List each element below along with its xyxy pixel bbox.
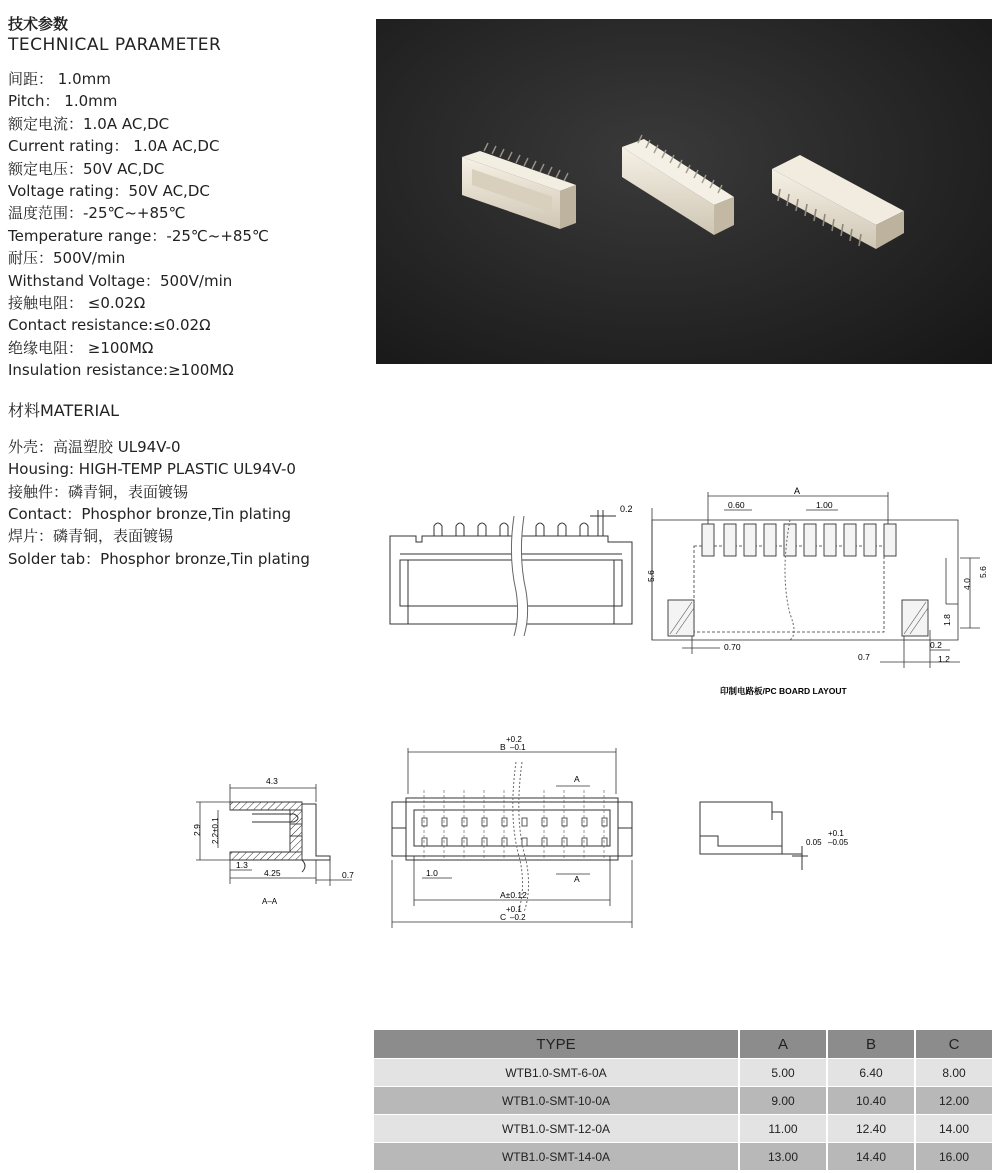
header-c: C xyxy=(915,1030,992,1059)
cell-b: 6.40 xyxy=(827,1059,915,1087)
pcb-caption: 印制电路板/PC BOARD LAYOUT xyxy=(720,686,847,696)
section-dim-13: 1.3 xyxy=(236,860,248,870)
cell-a: 11.00 xyxy=(739,1115,827,1143)
front-dim-c-tol-bot: –0.2 xyxy=(510,913,526,922)
section-dim-top: 4.3 xyxy=(266,776,278,786)
connector-illustration xyxy=(376,19,992,364)
material-line: 外壳：高温塑胶 UL94V-0 xyxy=(8,437,181,456)
cell-type: WTB1.0-SMT-12-0A xyxy=(374,1115,739,1143)
spec-line: 绝缘电阻： ≥100MΩ xyxy=(8,338,154,357)
pcb-dim-060: 0.60 xyxy=(728,500,745,510)
section-dim-425: 4.25 xyxy=(264,868,281,878)
pcb-dim-12: 1.2 xyxy=(938,654,950,664)
spec-line: 耐压：500V/min xyxy=(8,249,126,268)
cell-b: 12.40 xyxy=(827,1115,915,1143)
pcb-dim-pad: 1.8 xyxy=(942,614,952,626)
table-row xyxy=(374,1143,992,1171)
pcb-layout-drawing xyxy=(640,484,990,704)
cell-b: 14.40 xyxy=(827,1143,915,1171)
front-dim-c: C xyxy=(500,912,507,922)
table-row xyxy=(374,1087,992,1115)
spec-line: Current rating： 1.0A AC,DC xyxy=(8,137,220,156)
connector-2 xyxy=(622,135,734,235)
cell-type: WTB1.0-SMT-14-0A xyxy=(374,1143,739,1171)
spec-line: Temperature range：-25℃~+85℃ xyxy=(8,226,269,245)
spec-line: Contact resistance:≤0.02Ω xyxy=(8,316,211,335)
detail-dim-tol-bot: –0.05 xyxy=(828,838,849,847)
spec-line: 额定电流：1.0A AC,DC xyxy=(8,114,170,133)
section-label: A–A xyxy=(262,897,278,906)
detail-view-drawing xyxy=(694,796,864,876)
material-line: Housing: HIGH-TEMP PLASTIC UL94V-0 xyxy=(8,460,296,479)
material-heading: 材料MATERIAL xyxy=(8,400,120,420)
side-pins xyxy=(434,523,588,536)
cell-a: 5.00 xyxy=(739,1059,827,1087)
front-dim-b: B xyxy=(500,742,506,752)
cell-type: WTB1.0-SMT-6-0A xyxy=(374,1059,739,1087)
spec-line: 间距： 1.0mm xyxy=(8,70,111,88)
cell-a: 9.00 xyxy=(739,1087,827,1115)
front-mark-a-top: A xyxy=(574,774,580,784)
section-dim-height: 2.9 xyxy=(192,824,202,836)
front-view-drawing xyxy=(384,730,640,930)
material-line: 焊片：磷青铜，表面镀锡 xyxy=(8,527,174,546)
front-dim-c-tol-top: +0.1 xyxy=(506,905,522,914)
cell-a: 13.00 xyxy=(739,1143,827,1171)
table-row xyxy=(374,1115,992,1143)
front-dim-b-tol-top: +0.2 xyxy=(506,735,522,744)
material-line: Contact：Phosphor bronze,Tin plating xyxy=(8,504,292,523)
cell-type: WTB1.0-SMT-10-0A xyxy=(374,1087,739,1115)
spec-line: Insulation resistance:≥100MΩ xyxy=(8,361,234,380)
front-dim-pitch: 1.0 xyxy=(426,868,438,878)
cell-c: 14.00 xyxy=(915,1115,992,1143)
spec-line: Pitch： 1.0mm xyxy=(8,92,118,111)
spec-heading-cn: 技术参数 xyxy=(8,15,69,33)
cell-c: 8.00 xyxy=(915,1059,992,1087)
dimension-table xyxy=(374,1030,992,1171)
cell-c: 16.00 xyxy=(915,1143,992,1171)
detail-dim-tol-top: +0.1 xyxy=(828,829,844,838)
connector-3 xyxy=(772,155,904,249)
product-photo xyxy=(376,19,992,364)
connector-1 xyxy=(462,143,576,229)
spec-line: Withstand Voltage：500V/min xyxy=(8,271,233,290)
header-a: A xyxy=(739,1030,827,1059)
cell-c: 12.00 xyxy=(915,1087,992,1115)
pcb-dim-02: 0.2 xyxy=(930,640,942,650)
front-mark-a-bot: A xyxy=(574,874,580,884)
spec-line: Voltage rating：50V AC,DC xyxy=(8,182,210,201)
pcb-dim-a: A xyxy=(794,486,801,496)
section-dim-inner: 2.2±0.1 xyxy=(211,817,220,844)
table-header-row xyxy=(374,1030,992,1059)
material-line: 接触件：磷青铜，表面镀锡 xyxy=(8,482,189,501)
cell-b: 10.40 xyxy=(827,1087,915,1115)
material-line: Solder tab：Phosphor bronze,Tin plating xyxy=(8,549,310,568)
spec-line: 接触电阻： ≤0.02Ω xyxy=(8,294,146,313)
header-b: B xyxy=(827,1030,915,1059)
section-view-drawing xyxy=(190,774,360,912)
pcb-dim-height-right: 5.6 xyxy=(978,566,988,578)
header-type: TYPE xyxy=(374,1030,739,1059)
section-dim-07: 0.7 xyxy=(342,870,354,880)
spec-line: 温度范围：-25℃~+85℃ xyxy=(8,204,186,223)
dim-label: 0.2 xyxy=(620,504,633,514)
pcb-dim-070: 0.70 xyxy=(724,642,741,652)
spec-section xyxy=(8,14,368,570)
front-dim-b-tol-bot: –0.1 xyxy=(510,743,526,752)
pcb-dim-height: 5.6 xyxy=(646,570,656,582)
pcb-pads xyxy=(668,524,928,636)
table-row xyxy=(374,1059,992,1087)
spec-heading-en: TECHNICAL PARAMETER xyxy=(8,35,222,55)
side-view-drawing xyxy=(386,496,636,636)
pcb-dim-100: 1.00 xyxy=(816,500,833,510)
pcb-dim-07: 0.7 xyxy=(858,652,870,662)
front-dim-a: A±0.12 xyxy=(500,890,527,900)
spec-line: 额定电压：50V AC,DC xyxy=(8,159,165,178)
detail-dim-base: 0.05 xyxy=(806,838,822,847)
pcb-dim-inner: 4.0 xyxy=(962,578,972,590)
